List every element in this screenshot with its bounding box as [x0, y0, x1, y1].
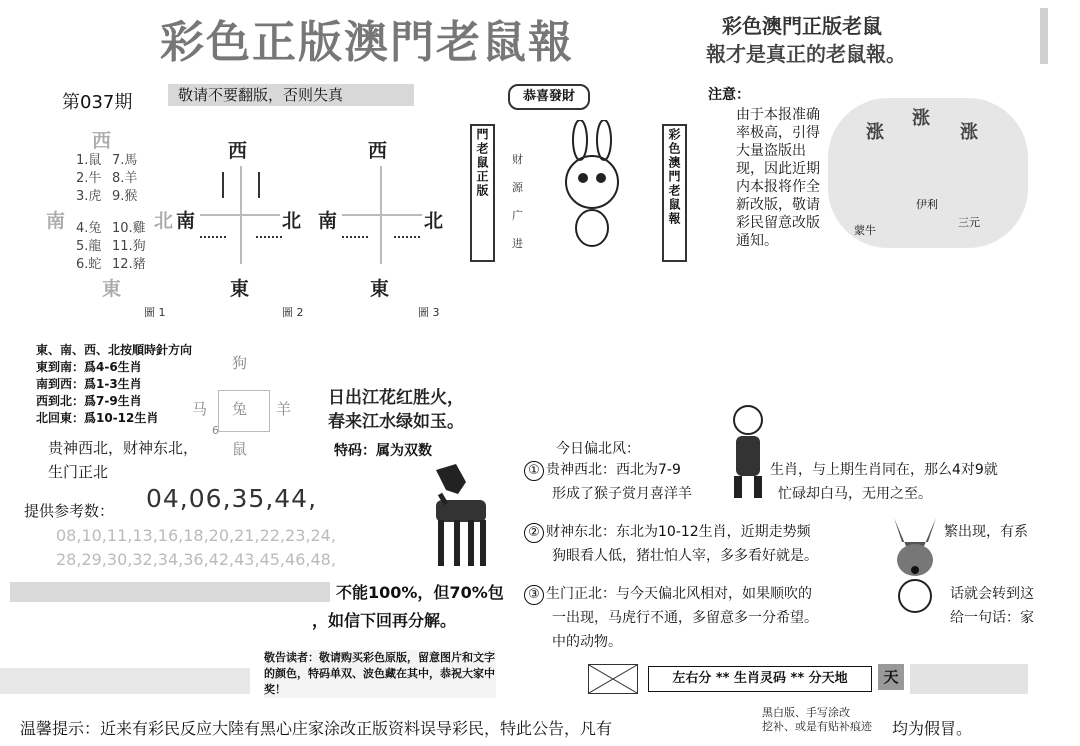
- dog-ears: [894, 518, 936, 546]
- mini-top: 狗: [232, 354, 248, 372]
- item-3-line-2: 话就会转到这: [950, 586, 1034, 602]
- rabbit-ear-right: [597, 120, 611, 160]
- scan-smudge: [10, 582, 330, 602]
- fig3-dots-right: [394, 236, 420, 238]
- poem: [328, 386, 464, 434]
- rabbit-body: [576, 210, 608, 246]
- fortune-char-2: 源: [512, 181, 523, 194]
- horse-head: [436, 464, 466, 494]
- notice-title: 注意：: [708, 87, 750, 103]
- monkey-head: [734, 406, 762, 434]
- item-3-number: ③: [524, 585, 544, 605]
- fig1-south: 南: [46, 210, 66, 232]
- bold-line-1: 不能100%，但70%包: [336, 583, 504, 602]
- horse-leg-2: [454, 520, 460, 566]
- warning-bar: 敬请不要翻版，否则失真: [168, 84, 414, 106]
- item-3-line-3: 一出现，马虎行不通，多留意多一分希望。: [552, 610, 818, 626]
- monkey-body: [736, 436, 760, 476]
- fig3-west: 西: [368, 140, 388, 162]
- slogan-line-2: 報才是真正的老鼠報。: [706, 42, 906, 66]
- zodiac-11: 11.狗: [112, 239, 146, 254]
- fig3-cross-h: [342, 214, 422, 216]
- reference-list: [56, 524, 336, 572]
- fig2-dots-right: [256, 236, 282, 238]
- item-1-line-4: 忙碌却白马，无用之至。: [778, 486, 932, 502]
- fig3-label: 圖 3: [418, 306, 440, 319]
- zodiac-12: 12.豬: [112, 257, 146, 272]
- x-box: [588, 664, 638, 694]
- fortune-char-1: 财: [512, 153, 523, 166]
- horse-illustration: [406, 460, 498, 582]
- masthead-title: 彩色正版澳門老鼠報: [160, 17, 574, 68]
- special-code: 特码：属为双数: [334, 443, 432, 459]
- fortune-chars: [512, 146, 523, 258]
- item-3-line-5: 中的动物。: [552, 634, 622, 650]
- fortune-char-3: 广: [512, 209, 523, 222]
- item-2-line-1: 财神东北：东北为10-12生肖，近期走势频: [546, 524, 811, 540]
- zodiac-3: 3.虎: [76, 189, 102, 204]
- slogan-line-1: 彩色澳門正版老鼠: [722, 14, 882, 38]
- can-label-2: 伊利: [916, 198, 938, 211]
- direction-rules: [36, 342, 192, 427]
- mini-center: 兔: [232, 400, 248, 418]
- gods-line-2: 生门正北: [48, 463, 109, 481]
- fig2-mark-left: [222, 172, 224, 198]
- item-3-line-4: 给一句话：家: [950, 610, 1034, 626]
- issue-number: 第037期: [62, 92, 133, 113]
- fig1-label: 圖 1: [144, 306, 166, 319]
- reference-line-2: 28,29,30,32,34,36,42,43,45,46,48,: [56, 550, 336, 569]
- mini-bottom: 鼠: [232, 440, 248, 458]
- can-label-1: 蒙牛: [854, 224, 876, 237]
- footer-small-2: 挖补、或是有贴补痕迹: [762, 720, 872, 733]
- today-title: 今日偏北风：: [556, 441, 640, 457]
- fig3-east: 東: [370, 278, 390, 300]
- footer-tail: 均为假冒。: [892, 719, 973, 738]
- gods: [48, 436, 198, 484]
- fig1-east: 東: [102, 278, 122, 300]
- rule-0: 東、南、西、北按順時針方向: [36, 343, 193, 357]
- footer-small: [762, 706, 872, 734]
- rule-2: 南到西：爲1-3生肖: [36, 377, 142, 391]
- mini-box: [218, 390, 270, 432]
- item-1-line-3: 形成了猴子赏月喜洋羊: [552, 486, 692, 502]
- vertical-right-text: 彩色澳門老鼠報: [662, 124, 687, 262]
- item-1-line-2: 生肖，与上期生肖同在，那么4对9就: [770, 462, 998, 478]
- monkey-leg-left: [734, 476, 742, 498]
- fig3-south: 南: [318, 210, 338, 232]
- monkey-illustration: [718, 400, 778, 504]
- zodiac-7: 7.馬: [112, 153, 138, 168]
- rule-3: 西到北：爲7-9生肖: [36, 394, 142, 408]
- zodiac-5: 5.龍: [76, 239, 102, 254]
- reference-main: 04,06,35,44,: [146, 484, 318, 513]
- scan-edge: [1040, 8, 1048, 64]
- fig2-dots-left: [200, 236, 226, 238]
- bold-line-2: ，如信下回再分解。: [312, 611, 457, 630]
- item-2-line-2: 繁出现，有系: [944, 524, 1028, 540]
- item-1: [524, 458, 681, 482]
- rabbit-illustration: [552, 120, 634, 250]
- fig2-label: 圖 2: [282, 306, 304, 319]
- notice-body: 由于本报准确率极高，引得大量盗版出现，因此近期内本报将作全新改版，敬请彩民留意改版通知。: [736, 107, 820, 249]
- fig2-east: 東: [230, 278, 250, 300]
- zodiac-10: 10.雞: [112, 221, 146, 236]
- footer-warning: 温馨提示：近来有彩民反应大陸有黑心庄家涂改正版资料误导彩民，特此公告，凡有: [20, 719, 613, 738]
- rabbit-head: [566, 156, 618, 208]
- x-mark-icon: [589, 665, 637, 693]
- item-2-number: ②: [524, 523, 544, 543]
- footer-small-1: 黑白版、手写涂改: [762, 706, 850, 719]
- zodiac-9: 9.猴: [112, 189, 138, 204]
- item-2-line-3: 狗眼看人低，猪壮怕人宰，多多看好就是。: [552, 548, 818, 564]
- fig1-west: 西: [92, 130, 112, 152]
- fig2-south: 南: [176, 210, 196, 232]
- zodiac-2: 2.牛: [76, 171, 102, 186]
- mini-right: 羊: [276, 400, 292, 418]
- rise-label-2: 涨: [912, 108, 930, 129]
- item-1-line-1: 贵神西北：西北为7-9: [546, 462, 681, 478]
- fig3-dots-left: [342, 236, 368, 238]
- rise-label-3: 涨: [960, 122, 978, 143]
- zodiac-col-2: [112, 152, 146, 274]
- reference-line-1: 08,10,11,13,16,18,20,21,22,23,24,: [56, 526, 336, 545]
- horse-leg-3: [468, 520, 474, 566]
- scan-noise-right: [910, 664, 1028, 694]
- mini-num: 6: [212, 424, 219, 437]
- scan-noise-left: [0, 668, 250, 694]
- mini-left: 马: [192, 400, 208, 418]
- fig1-north: 北: [154, 210, 174, 232]
- rule-1: 東到南：爲4-6生肖: [36, 360, 142, 374]
- poem-line-1: 日出江花红胜火，: [328, 388, 464, 408]
- rabbit-eye-left: [578, 173, 588, 183]
- fig3-north: 北: [424, 210, 444, 232]
- zodiac-col-1: [76, 152, 101, 274]
- tian-box: 天: [878, 664, 904, 690]
- rule-4: 北回東：爲10-12生肖: [36, 411, 159, 425]
- item-3: [524, 582, 812, 606]
- item-2: [524, 520, 811, 544]
- rise-label-1: 涨: [866, 122, 884, 143]
- rabbit-eye-right: [596, 173, 606, 183]
- item-1-number: ①: [524, 461, 544, 481]
- zodiac-4: 4.兔: [76, 221, 102, 236]
- dog-nose: [911, 566, 919, 574]
- fig2-north: 北: [282, 210, 302, 232]
- poem-line-2: 春来江水绿如玉。: [328, 412, 464, 432]
- item-3-line-1: 生门正北：与今天偏北风相对，如果顺吹的: [546, 586, 812, 602]
- horse-leg-1: [438, 520, 444, 566]
- monkey-leg-right: [754, 476, 762, 498]
- zodiac-6: 6.蛇: [76, 257, 102, 272]
- reference-label: 提供参考数：: [24, 502, 115, 520]
- can-label-3: 三元: [958, 216, 980, 229]
- fig2-west: 西: [228, 140, 248, 162]
- reader-notice: 敬告读者：敬请购买彩色原版，留意图片和文字的颜色，特码单双、波色藏在其中，恭祝大家中奖！: [264, 651, 495, 696]
- lucky-banner: 恭喜發財: [508, 84, 590, 110]
- gods-line-1: 贵神西北，财神东北，: [48, 439, 199, 457]
- dog-body: [899, 580, 931, 612]
- fig2-mark-right: [258, 172, 260, 198]
- rabbit-ear-left: [573, 120, 587, 160]
- vertical-left-text: 門老鼠正版: [470, 124, 495, 262]
- fortune-char-4: 进: [512, 237, 523, 250]
- horse-leg-4: [480, 520, 486, 566]
- code-bar: 左右分 ** 生肖灵码 ** 分天地: [648, 666, 872, 692]
- zodiac-1: 1.鼠: [76, 153, 102, 168]
- fig2-cross-h: [200, 214, 280, 216]
- zodiac-8: 8.羊: [112, 171, 138, 186]
- dog-illustration: [884, 512, 946, 616]
